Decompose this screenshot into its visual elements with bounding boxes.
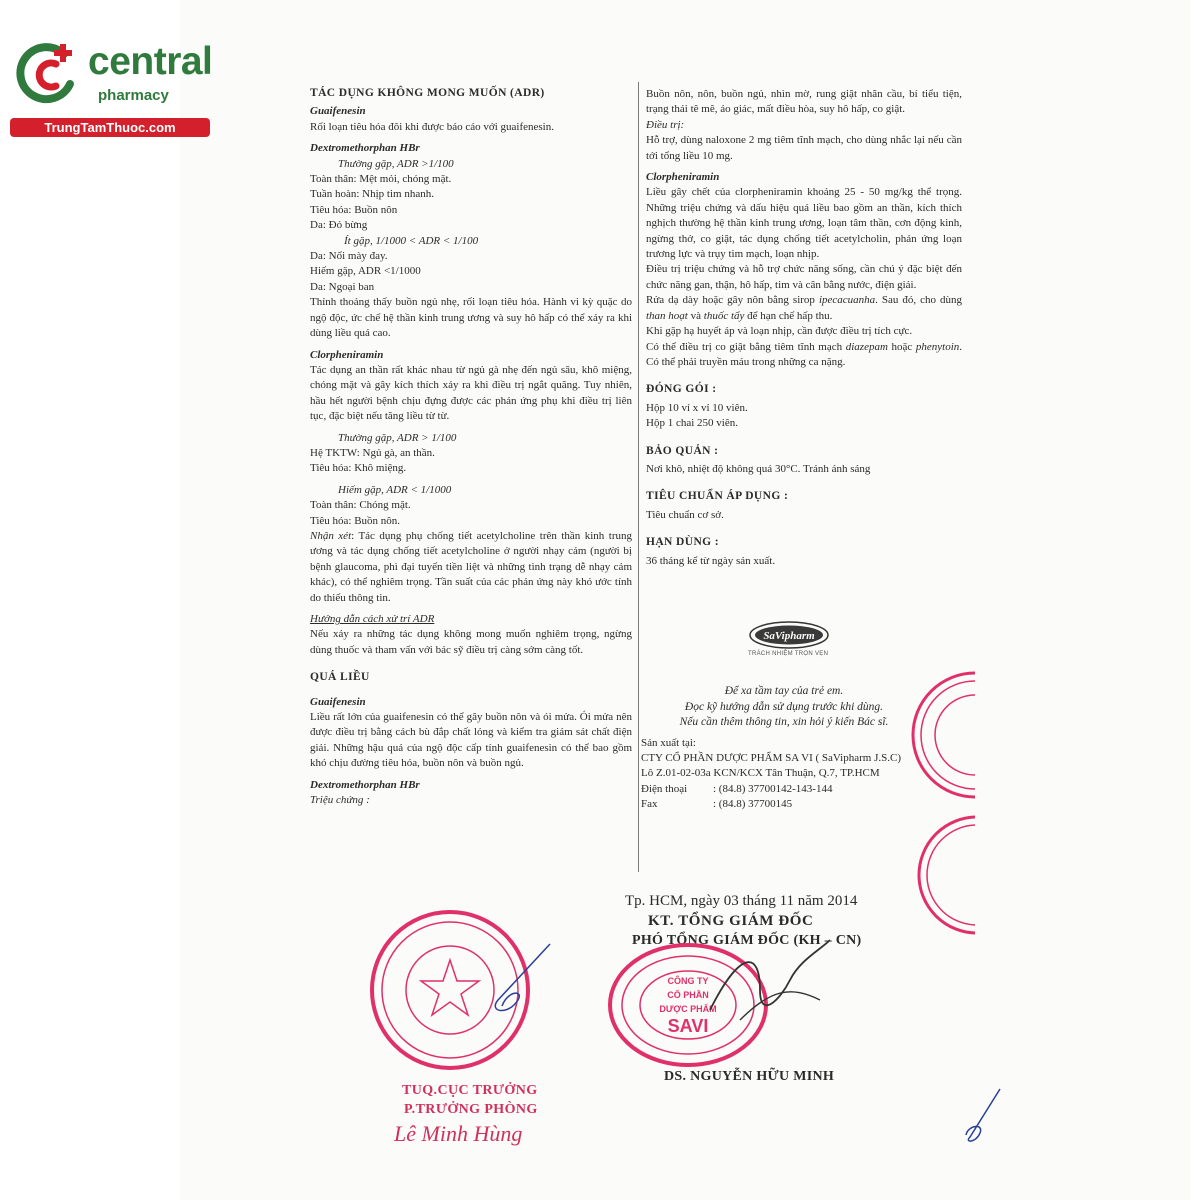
overdose-dex-symptoms-label: Triệu chứng : bbox=[310, 794, 370, 807]
overdose-clor-text: Liều gây chết của clorpheniramin khoảng 25 - 50 mg/kg thể trọng. Những triệu chứng và dấu hiệu quá liều bao gồm an thần, kích thích nghịch thường hệ thần kinh trung ương, loạn tâm thần, cơn động kinh, ngừng thở, co giật, tác dụng chống tiết acetylcholin, phản ứng loạn trương lực và trụy tim mạch, loạn nhịp. bbox=[646, 186, 962, 261]
dex-uncommon-item: Da: Nổi mày đay. bbox=[310, 250, 388, 263]
standard-title: TIÊU CHUẨN ÁP DỤNG : bbox=[646, 490, 789, 503]
expiry-text: 36 tháng kể từ ngày sản xuất. bbox=[646, 554, 776, 567]
warning-line: Để xa tầm tay của trẻ em. bbox=[724, 685, 844, 697]
left-column bbox=[310, 86, 632, 808]
signature-date: Tp. HCM, ngày 03 tháng 11 năm 2014 bbox=[625, 893, 858, 909]
guaifenesin-heading: Guaifenesin bbox=[310, 105, 366, 118]
manufacturer-label: Sản xuất tại: bbox=[641, 737, 696, 749]
svg-text:DƯỢC PHẨM: DƯỢC PHẨM bbox=[659, 1004, 717, 1014]
overdose-dex-heading: Dextromethorphan HBr bbox=[310, 778, 420, 791]
adr-handling-title: Hướng dẫn cách xử trí ADR bbox=[310, 613, 435, 625]
packaging-title: ĐÓNG GÓI : bbox=[646, 383, 717, 396]
text-fragment: hoặc bbox=[887, 340, 916, 353]
logo-mark-icon bbox=[12, 38, 82, 108]
overdose-clor-text: Điều trị triệu chứng và hỗ trợ chức năng sống, cần chú ý đặc biệt đến chức năng gan, thận, hô hấp, tim và cân bằng nước, điện giải. bbox=[646, 263, 962, 291]
text-fragment: . Có thể phải truyền máu trong những ca nặng. bbox=[646, 340, 963, 368]
warning-line: Nếu cần thêm thông tin, xin hỏi ý kiến Bác sĩ. bbox=[679, 716, 889, 728]
svg-text:CÔNG TY: CÔNG TY bbox=[667, 976, 709, 986]
text-fragment: . Sau đó, cho dùng bbox=[875, 294, 962, 307]
storage-title: BẢO QUẢN : bbox=[646, 444, 719, 457]
right-column bbox=[646, 87, 962, 569]
central-pharmacy-logo[interactable] bbox=[10, 36, 220, 136]
expiry-title: HẠN DÙNG : bbox=[646, 536, 719, 549]
clorpheniramin-heading: Clorpheniramin bbox=[310, 348, 384, 361]
text-fragment: phenytoin bbox=[915, 340, 960, 353]
company-stamp-partial-icon bbox=[915, 810, 975, 940]
guaifenesin-adr-text: Rối loạn tiêu hóa đôi khi được báo cáo với guaifenesin. bbox=[310, 120, 554, 133]
signatory-name: DS. NGUYỄN HỮU MINH bbox=[664, 1069, 835, 1084]
overdose-title: QUÁ LIỀU bbox=[310, 671, 370, 684]
phone-label: Điện thoại bbox=[641, 782, 688, 795]
storage-text: Nơi khô, nhiệt độ không quá 30°C. Tránh ánh sáng bbox=[646, 462, 871, 475]
manufacturer-address: Lô Z.01-02-03a KCN/KCX Tân Thuận, Q.7, TP.HCM bbox=[641, 767, 880, 780]
overdose-guaifenesin-text: Liều rất lớn của guaifenesin có thể gây buồn nôn và ói mửa. Ói mửa nên được điều trị bằng cách bù đắp chất lỏng và kiểm tra giám sát chất điện giải. Những hậu quả của ngộ độc cấp tính guaifenesin có thể bao gồm khó chịu đường tiêu hóa, buồn nôn và buồn ngủ. bbox=[310, 711, 632, 770]
dex-common-item: Da: Đỏ bừng bbox=[310, 219, 368, 232]
fax-value: : (84.8) 37700145 bbox=[713, 797, 793, 810]
clorpheniramin-adr-text: Tác dụng an thần rất khác nhau từ ngủ gà nhẹ đến ngủ sâu, khô miệng, chóng mặt và gây kích thích xảy ra khi điều trị ngắt quãng. Tuy nhiên, hầu hết người bệnh chịu đựng được các phản ứng phụ khi điều trị liên tục, đặc biệt nếu tăng liều từ từ. bbox=[310, 363, 632, 423]
company-stamp-partial-icon bbox=[905, 665, 975, 805]
text-fragment: để hạn chế hấp thu. bbox=[744, 309, 833, 322]
clor-rare-item: Tiêu hóa: Buồn nôn. bbox=[310, 514, 401, 527]
clor-rare-freq: Hiếm gặp, ADR < 1/1000 bbox=[338, 483, 452, 496]
fax-label: Fax bbox=[641, 797, 658, 810]
dex-uncommon-freq: Ít gặp, 1/1000 < ADR < 1/100 bbox=[344, 234, 479, 247]
savipharm-logo-icon bbox=[748, 620, 830, 650]
dex-treatment-text: Hỗ trợ, dùng naloxone 2 mg tiêm tĩnh mạch, cho dùng nhắc lại nếu cần tới tổng liều 10 mg. bbox=[646, 134, 962, 162]
standard-text: Tiêu chuẩn cơ sở. bbox=[646, 508, 724, 521]
clor-rare-item: Toàn thân: Chóng mặt. bbox=[310, 499, 411, 512]
clor-common-freq: Thường gặp, ADR > 1/100 bbox=[338, 431, 457, 444]
logo-subtitle: pharmacy bbox=[98, 87, 169, 104]
logo-website[interactable]: TrungTamThuoc.com bbox=[10, 118, 210, 137]
adr-handling-text: Nếu xảy ra những tác dụng không mong muốn nghiêm trọng, ngừng dùng thuốc và tham vấn với bác sỹ điều trị càng sớm càng tốt. bbox=[310, 628, 632, 656]
dex-rare-freq: Hiếm gặp, ADR <1/1000 bbox=[310, 265, 421, 278]
dex-treatment-label: Điều trị: bbox=[646, 118, 685, 131]
warning-line: Đọc kỹ hướng dẫn sử dụng trước khi dùng. bbox=[684, 700, 884, 713]
logo-wordmark: central bbox=[88, 40, 213, 83]
overdose-clor-text bbox=[646, 293, 962, 324]
dex-rare-item: Da: Ngoại ban bbox=[310, 280, 375, 293]
initials-icon bbox=[960, 1085, 1005, 1145]
dex-common-item: Toàn thân: Mệt mỏi, chóng mặt. bbox=[310, 173, 452, 186]
dex-common-item: Tiêu hóa: Buồn nôn bbox=[310, 203, 398, 216]
phone-value: : (84.8) 37700142-143-144 bbox=[713, 782, 833, 795]
dex-symptoms-text: Buồn nôn, nôn, buồn ngủ, nhìn mờ, rung giật nhãn cầu, bí tiểu tiện, trạng thái tê mê, ảo giác, mất điều hòa, suy hô hấp, co giật. bbox=[646, 88, 962, 116]
overdose-clor-heading: Clorpheniramin bbox=[646, 171, 720, 184]
signature-title-1: KT. TỔNG GIÁM ĐỐC bbox=[648, 913, 814, 929]
text-fragment: thuốc tẩy bbox=[703, 309, 745, 322]
svg-text:SAVI: SAVI bbox=[667, 1016, 709, 1036]
ministry-signer-title-2: P.TRƯỞNG PHÒNG bbox=[404, 1102, 538, 1117]
brand-caption: TRÁCH NHIỆM TRỌN VẸN bbox=[748, 651, 829, 657]
text-fragment: ipecacuanha bbox=[818, 294, 876, 307]
text-fragment: và bbox=[687, 309, 704, 322]
packaging-item: Hộp 10 vỉ x vỉ 10 viên. bbox=[646, 401, 748, 414]
overdose-guaifenesin-heading: Guaifenesin bbox=[310, 695, 366, 708]
brand-mark-text: SaVipharm bbox=[763, 630, 815, 642]
text-fragment: Rửa dạ dày hoặc gây nôn bằng sirop bbox=[646, 294, 819, 307]
dex-common-freq: Thường gặp, ADR >1/100 bbox=[338, 157, 454, 170]
svg-text:CỔ PHẦN: CỔ PHẦN bbox=[667, 990, 709, 1000]
dex-note: Thỉnh thoảng thấy buồn ngủ nhẹ, rối loạn tiêu hóa. Hành vi kỳ quặc do ngộ độc, ức chế hệ thần kinh trung ương và suy hô hấp có thể xảy ra khi dùng liều quá cao. bbox=[310, 296, 632, 340]
ministry-signer-title-1: TUQ.CỤC TRƯỞNG bbox=[402, 1083, 538, 1098]
ministry-signer-name: Lê Minh Hùng bbox=[394, 1121, 523, 1146]
signature-icon bbox=[478, 940, 558, 1020]
overdose-clor-text: Khi gặp hạ huyết áp và loạn nhịp, cần được điều trị tích cực. bbox=[646, 325, 913, 338]
adr-title: TÁC DỤNG KHÔNG MONG MUỐN (ADR) bbox=[310, 87, 545, 99]
manufacturer-name: CTY CỔ PHẦN DƯỢC PHẨM SA VI ( SaVipharm J.S.C) bbox=[641, 752, 901, 765]
remark-label: Nhận xét bbox=[310, 529, 352, 542]
signature-icon bbox=[700, 930, 840, 1040]
text-fragment: than hoạt bbox=[646, 309, 688, 322]
overdose-clor-text bbox=[646, 340, 962, 371]
clor-common-item: Tiêu hóa: Khô miệng. bbox=[310, 462, 407, 475]
remark bbox=[310, 529, 632, 606]
text-fragment: Có thể điều trị co giật bằng tiêm tĩnh mạch bbox=[646, 340, 846, 353]
text-fragment: diazepam bbox=[845, 340, 888, 353]
dextromethorphan-heading: Dextromethorphan HBr bbox=[310, 142, 420, 155]
dex-common-item: Tuần hoàn: Nhịp tim nhanh. bbox=[310, 188, 434, 201]
packaging-item: Hộp 1 chai 250 viên. bbox=[646, 417, 738, 430]
column-divider bbox=[638, 82, 639, 872]
remark-text: : Tác dụng phụ chống tiết acetylcholine trên thần kinh trung ương và tác dụng chống tiết acetylcholine ở người nhạy cảm (người bị bệnh glaucoma, phì đại tuyến tiền liệt và những tình trạng dễ nhạy cảm khác), có thể nghiêm trọng. Tần suất của các phản ứng này khó ước tính do thiếu thông tin. bbox=[310, 529, 632, 604]
signature-title-2: PHÓ TỔNG GIÁM ĐỐC (KH – CN) bbox=[632, 933, 862, 948]
clor-common-item: Hệ TKTW: Ngủ gà, an thần. bbox=[310, 446, 435, 459]
warning-block bbox=[646, 684, 922, 731]
